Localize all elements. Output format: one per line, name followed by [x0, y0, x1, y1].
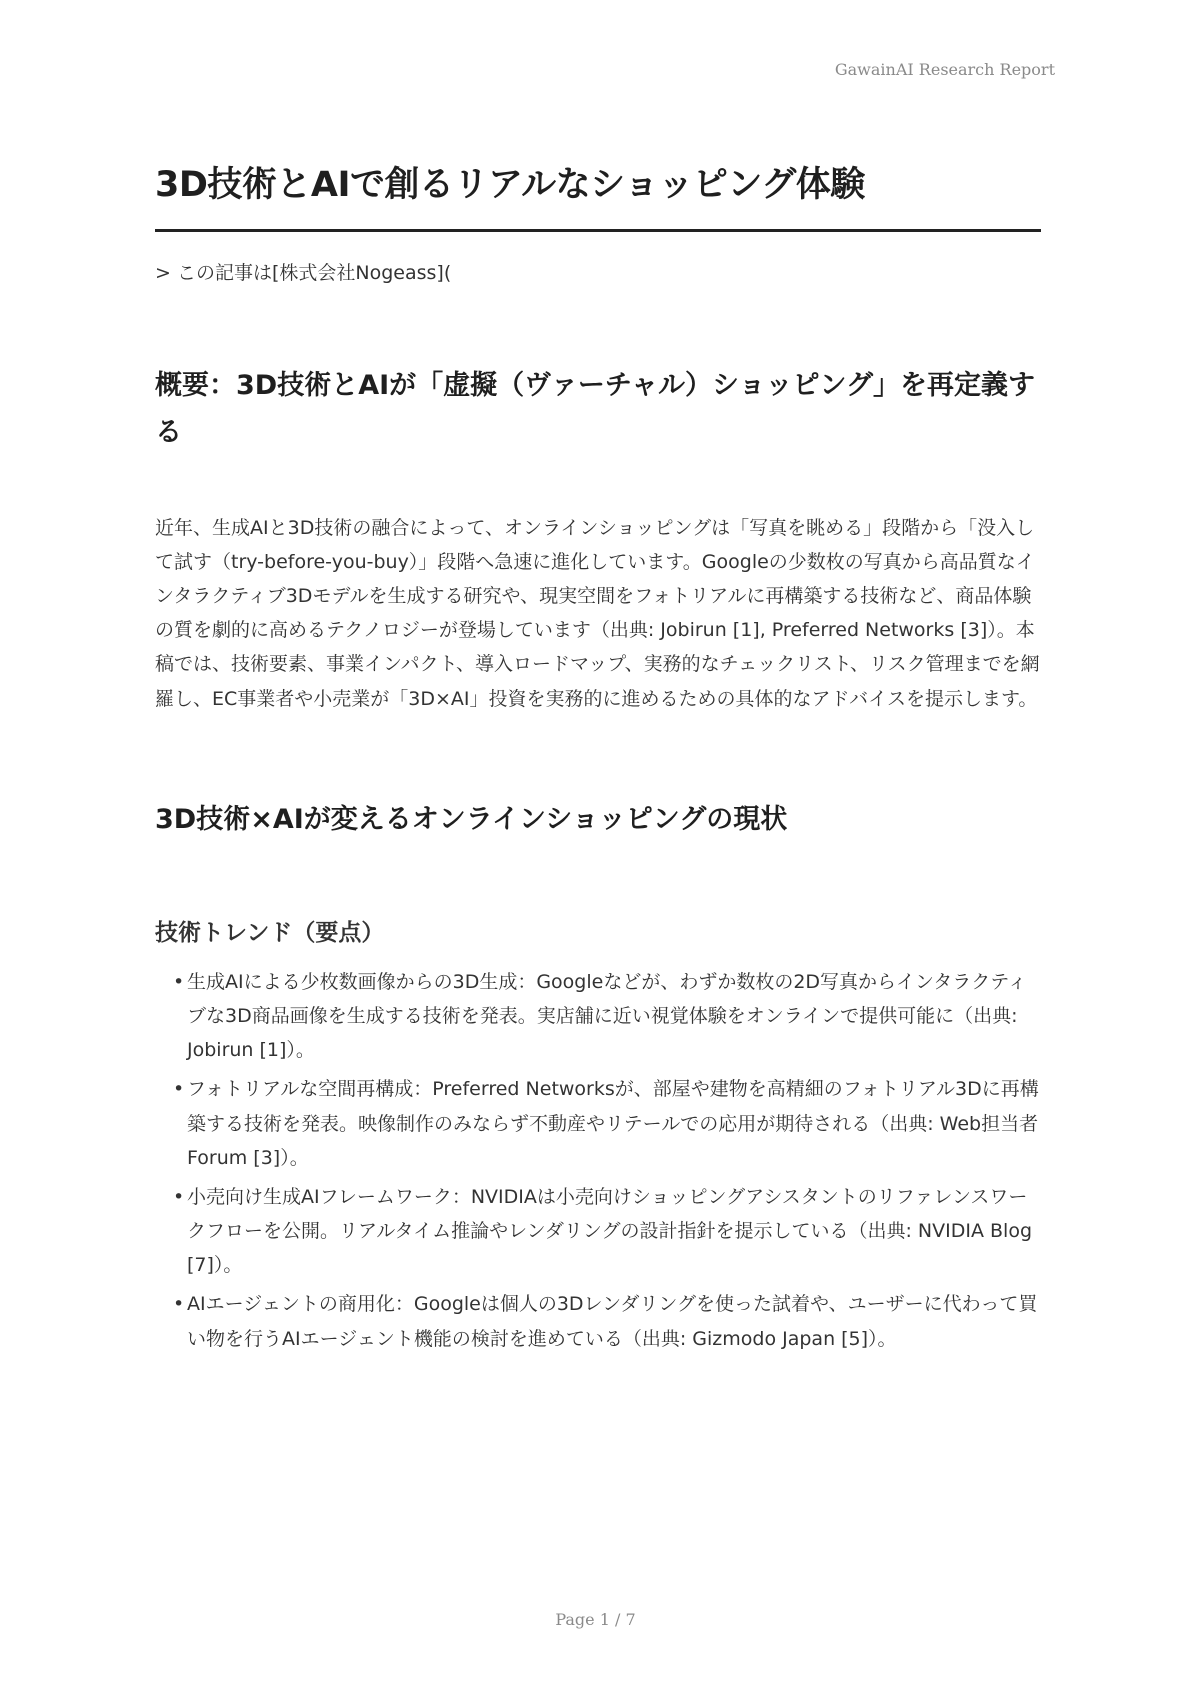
tech-trend-heading: 技術トレンド（要点） [155, 920, 385, 947]
tech-trend-list [155, 965, 1041, 1356]
overview-heading: 概要：3D技術とAIが「虚擬（ヴァーチャル）ショッピング」を再定義する [155, 370, 1035, 449]
bullet-icon: • [173, 1185, 185, 1208]
list-item [173, 1072, 1041, 1175]
list-item-text: AIエージェントの商用化：Googleは個人の3Dレンダリングを使った試着や、ユーザーに代わって買い物を行うAIエージェント機能の検討を進めている（出典: Gizmodo Japan [5]）。 [187, 1293, 1038, 1350]
list-item-text: 生成AIによる少枚数画像からの3D生成：Googleなどが、わずか数枚の2D写真からインタラクティブな3D商品画像を生成する技術を発表。実店舗に近い視覚体験をオンラインで提供可能に（出典: Jobirun [1]）。 [187, 970, 1027, 1062]
list-item [173, 1287, 1041, 1355]
source-quote: > この記事は[株式会社Nogeass]( [155, 261, 452, 284]
document-body [155, 160, 1041, 1361]
list-item-text: フォトリアルな空間再構成：Preferred Networksが、部屋や建物を高精細のフォトリアル3Dに再構築する技術を発表。映像制作のみならず不動産やリテールでの応用が期待される（出典: Web担当者Forum [3]）。 [187, 1078, 1039, 1169]
list-item-text: 小売向け生成AIフレームワーク：NVIDIAは小売向けショッピングアシスタントのリファレンスワークフローを公開。リアルタイム推論やレンダリングの設計指針を提示している（出典: NVIDIA Blog [7]）。 [187, 1185, 1033, 1277]
document-title: 3D技術とAIで創るリアルなショッピング体験 [155, 160, 1041, 232]
bullet-icon: • [173, 1078, 185, 1101]
bullet-icon: • [173, 1293, 185, 1316]
list-item [173, 1180, 1041, 1283]
bullet-icon: • [173, 970, 185, 993]
current-status-heading: 3D技術×AIが変えるオンラインショッピングの現状 [155, 803, 788, 835]
overview-paragraph: 近年、生成AIと3D技術の融合によって、オンラインショッピングは「写真を眺める」段階から「没入して試す（try-before-you-buy）」段階へ急速に進化しています。Googleの少数枚の写真から高品質なインタラクティブ3Dモデルを生成する研究や、現実空間をフォトリアルに再構築する技術など、商品体験の質を劇的に高めるテクノロジーが登場しています（出典: Jobirun [1], Preferred Networks [3]）。本稿では、技術要素、事業インパクト、導入ロードマップ、実務的なチェックリスト、リスク管理までを網羅し、EC事業者や小売業が「3D×AI」投資を実務的に進めるための具体的なアドバイスを提示します。 [155, 516, 1040, 710]
page-number: Page 1 / 7 [555, 1610, 636, 1629]
running-header: GawainAI Research Report [834, 60, 1055, 79]
list-item [173, 965, 1041, 1068]
